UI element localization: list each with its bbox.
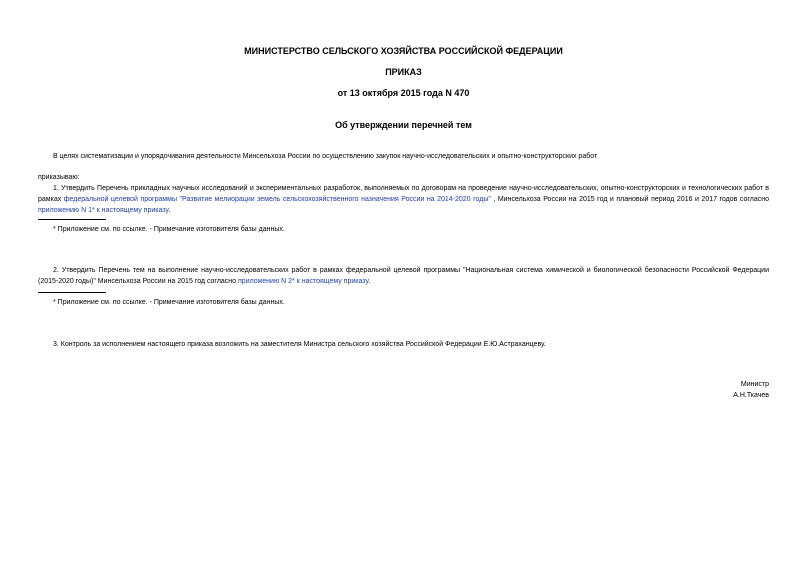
footnote-2-divider [38, 292, 106, 293]
footnote-1: * Приложение см. по ссылке. - Примечание изготовителя базы данных. [53, 226, 285, 233]
signature-position: Министр [740, 381, 769, 388]
item-1-text-b: , Минсельхоза России на 2015 год и плановый период 2016 и 2017 годов согласно [490, 196, 769, 203]
subject-heading: Об утверждении перечней тем [335, 120, 472, 130]
item-3-paragraph: 3. Контроль за исполнением настоящего приказа возложить на заместителя Министра сельского хозяйства Российской Федерации Е.Ю.Астраханцеву. [53, 341, 546, 348]
item-2-text-c: . [368, 278, 371, 285]
footnote-2: * Приложение см. по ссылке. - Примечание изготовителя базы данных. [53, 299, 285, 306]
item-1-text-a: 1. Утвердить Перечень прикладных научных исследований и экспериментальных разработок, выполняемых по договорам на проведение научно-исследовательских, опытно-конструкторских и технологических работ в рамках [38, 185, 769, 203]
ministry-heading: МИНИСТЕРСТВО СЕЛЬСКОГО ХОЗЯЙСТВА РОССИЙСКОЙ ФЕДЕРАЦИИ [244, 46, 563, 56]
item-2-text-a: 2. Утвердить Перечень тем на выполнение научно-исследовательских работ в рамках федеральной целевой программы "Национальная система химической и биологической безопасности Российской Федерации (2015-2020 годы)" Минсельхоза России на 2015 год согласно [38, 267, 769, 285]
footnote-1-divider [38, 219, 106, 220]
preamble-paragraph: В целях систематизации и упорядочивания деятельности Минсельхоза России по осуществлению закупок научно-исследовательских и опытно-конструкторских работ [53, 153, 598, 160]
appendix-2-link[interactable]: приложению N 2* к настоящему приказу [238, 278, 369, 285]
date-number-heading: от 13 октября 2015 года N 470 [337, 88, 470, 98]
program-link[interactable]: федеральной целевой программы "Развитие мелиорации земель сельскохозяйственного назначения России на 2014-2020 годы" [63, 196, 491, 203]
signature-name: А.Н.Ткачев [733, 392, 769, 399]
order-word: приказываю: [38, 174, 80, 181]
item-1-paragraph [38, 183, 769, 216]
item-2-paragraph [38, 265, 769, 287]
item-1-text-c: . [168, 207, 171, 214]
appendix-1-link[interactable]: приложению N 1* к настоящему приказу [38, 207, 169, 214]
doc-type-heading: ПРИКАЗ [385, 67, 422, 77]
